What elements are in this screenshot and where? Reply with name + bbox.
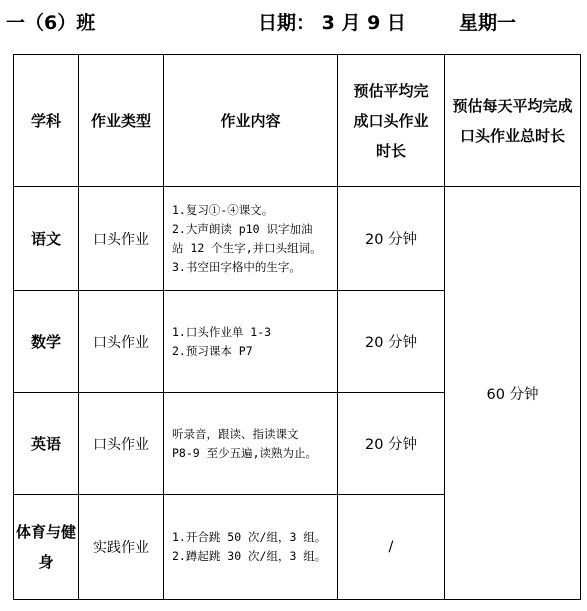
homework-content-cell (164, 291, 338, 393)
content-line: 1.开合跳 50 次/组，3 组。 (172, 530, 327, 544)
homework-type-cell: 口头作业 (79, 187, 164, 291)
avg-time-cell: 20 分钟 (338, 187, 445, 291)
column-header-avg-time: 预估平均完成口头作业时长 (338, 55, 445, 187)
content-line: 1.复习①-④课文。 (172, 202, 274, 217)
column-header-content: 作业内容 (164, 55, 338, 187)
content-line: 1.口头作业单 1-3 (172, 324, 272, 339)
avg-time-cell: / (338, 495, 445, 600)
content-line: 2.预习课本 P7 (172, 343, 253, 358)
class-name: 一（6）班 (6, 12, 96, 34)
avg-time-cell: 20 分钟 (338, 393, 445, 495)
column-header-total-time: 预估每天平均完成口头作业总时长 (445, 55, 581, 187)
column-header-subject: 学科 (14, 55, 79, 187)
subject-cell: 体育与健身 (14, 495, 79, 600)
subject-cell: 语文 (14, 187, 79, 291)
content-line: P8-9 至少五遍,读熟为止。 (172, 445, 318, 460)
subject-cell: 数学 (14, 291, 79, 393)
table-row (14, 187, 581, 291)
homework-content-cell (164, 393, 338, 495)
content-line: 2.蹲起跳 30 次/组，3 组。 (172, 549, 327, 563)
homework-type-cell: 口头作业 (79, 393, 164, 495)
homework-table (13, 54, 581, 600)
content-line: 3.书空田字格中的生字。 (172, 259, 301, 274)
homework-type-cell: 实践作业 (79, 495, 164, 600)
content-line: 2.大声朗读 p10 识字加油 (172, 221, 313, 236)
homework-content-cell (164, 495, 338, 600)
total-time-cell: 60 分钟 (445, 187, 581, 600)
subject-cell: 英语 (14, 393, 79, 495)
weekday-label: 星期一 (459, 12, 517, 34)
homework-content-cell (164, 187, 338, 291)
date-label: 日期： 3 月 9 日 (258, 12, 406, 34)
page-header (0, 8, 587, 38)
content-line: 听录音，跟读、指读课文 (172, 426, 299, 441)
column-header-type: 作业类型 (79, 55, 164, 187)
content-line: 站 12 个生字,并口头组词。 (172, 240, 322, 255)
avg-time-cell: 20 分钟 (338, 291, 445, 393)
homework-type-cell: 口头作业 (79, 291, 164, 393)
table-header-row (14, 55, 581, 187)
